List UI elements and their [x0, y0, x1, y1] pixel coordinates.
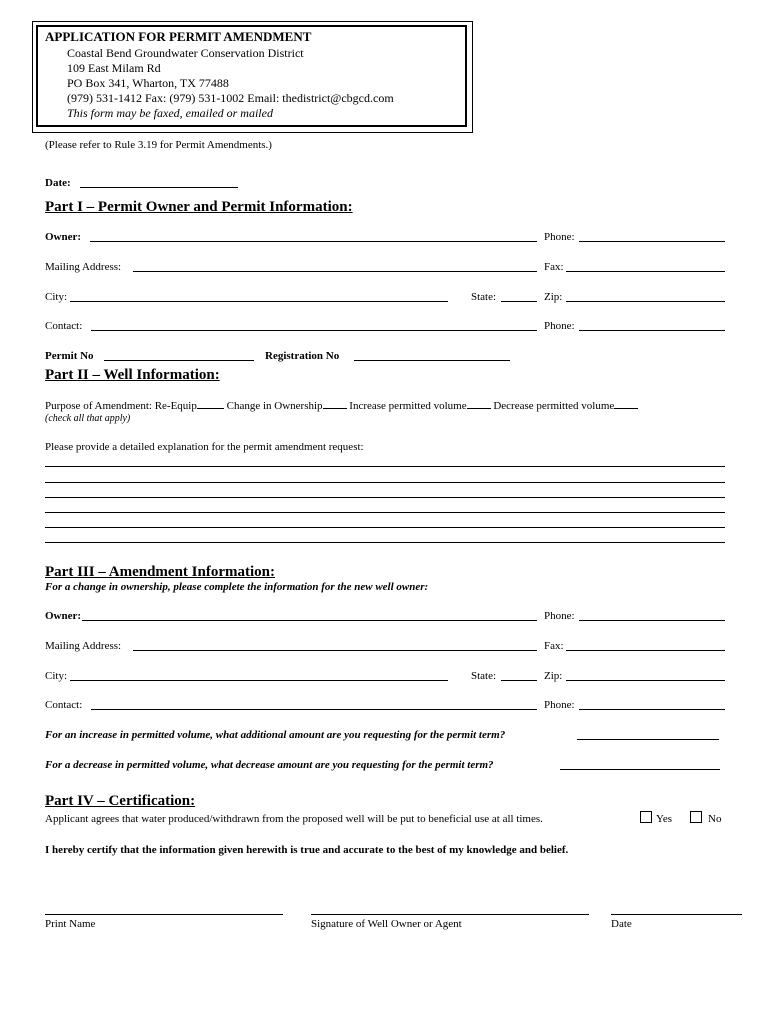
contact-phone-field[interactable]: [579, 330, 725, 331]
rule-reference: (Please refer to Rule 3.19 for Permit Amendments.): [45, 139, 272, 151]
part3-subheading: For a change in ownership, please complete the information for the new well owner:: [45, 581, 429, 593]
contact-field[interactable]: [91, 330, 537, 331]
beneficial-use-statement: Applicant agrees that water produced/withdrawn from the proposed well will be put to beneficial use at all times.: [45, 813, 543, 825]
explanation-line-2[interactable]: [45, 482, 725, 483]
new-contact-phone-field[interactable]: [579, 709, 725, 710]
new-fax-label: Fax:: [544, 640, 564, 652]
date-field[interactable]: [80, 187, 238, 188]
part1-heading: Part I – Permit Owner and Permit Information:: [45, 199, 353, 215]
certification-statement: I hereby certify that the information given herewith is true and accurate to the best of my knowledge and belief.: [45, 844, 569, 856]
explanation-line-6[interactable]: [45, 542, 725, 543]
new-owner-label: Owner:: [45, 610, 82, 622]
form-title: APPLICATION FOR PERMIT AMENDMENT: [45, 29, 312, 44]
increase-amount-field[interactable]: [577, 739, 719, 740]
purpose-row: [45, 398, 638, 413]
part3-heading: Part III – Amendment Information:: [45, 564, 275, 580]
submission-note: This form may be faxed, emailed or mailed: [67, 106, 273, 120]
check-all-note: (check all that apply): [45, 413, 131, 424]
city-field[interactable]: [70, 301, 448, 302]
re-equip-field[interactable]: [197, 398, 224, 409]
no-label: No: [708, 813, 722, 825]
new-fax-field[interactable]: [566, 650, 725, 651]
new-phone-label: Phone:: [544, 610, 575, 622]
registration-no-label: Registration No: [265, 350, 340, 362]
explanation-line-1[interactable]: [45, 466, 725, 467]
permit-no-label: Permit No: [45, 350, 94, 362]
org-address-1: 109 East Milam Rd: [67, 61, 161, 75]
new-zip-label: Zip:: [544, 670, 563, 682]
phone-field[interactable]: [579, 241, 725, 242]
signature-label: Signature of Well Owner or Agent: [311, 918, 462, 930]
option-decrease-volume: Decrease permitted volume: [493, 400, 615, 412]
part4-heading: Part IV – Certification:: [45, 793, 196, 809]
registration-no-field[interactable]: [354, 360, 510, 361]
change-ownership-field[interactable]: [323, 398, 347, 409]
print-name-field[interactable]: [45, 914, 283, 915]
new-city-field[interactable]: [70, 680, 448, 681]
contact-phone-label: Phone:: [544, 320, 575, 332]
purpose-label: Purpose of Amendment:: [45, 400, 152, 412]
zip-label: Zip:: [544, 291, 563, 303]
explanation-line-3[interactable]: [45, 497, 725, 498]
option-re-equip: Re-Equip: [154, 400, 197, 412]
decrease-question: For a decrease in permitted volume, what decrease amount are you requesting for the permit term?: [45, 759, 494, 771]
owner-label: Owner:: [45, 231, 82, 243]
part2-heading: Part II – Well Information:: [45, 367, 220, 383]
decrease-volume-field[interactable]: [614, 398, 638, 409]
org-address-2: PO Box 341, Wharton, TX 77488: [67, 76, 229, 90]
explanation-line-4[interactable]: [45, 512, 725, 513]
contact-label: Contact:: [45, 320, 83, 332]
new-contact-field[interactable]: [91, 709, 537, 710]
date-label: Date:: [45, 177, 71, 189]
org-contact: (979) 531-1412 Fax: (979) 531-1002 Email: thedistrict@cbgcd.com: [67, 91, 394, 105]
increase-volume-field[interactable]: [467, 398, 491, 409]
signature-date-field[interactable]: [611, 914, 742, 915]
new-phone-field[interactable]: [579, 620, 725, 621]
signature-field[interactable]: [311, 914, 589, 915]
owner-field[interactable]: [90, 241, 537, 242]
new-mailing-field[interactable]: [133, 650, 537, 651]
new-contact-phone-label: Phone:: [544, 699, 575, 711]
fax-label: Fax:: [544, 261, 564, 273]
zip-field[interactable]: [566, 301, 725, 302]
signature-date-label: Date: [611, 918, 632, 930]
yes-checkbox[interactable]: [640, 811, 652, 823]
state-field[interactable]: [501, 301, 537, 302]
phone-label: Phone:: [544, 231, 575, 243]
print-name-label: Print Name: [45, 918, 96, 930]
increase-question: For an increase in permitted volume, what additional amount are you requesting for the permit term?: [45, 729, 506, 741]
new-mailing-label: Mailing Address:: [45, 640, 122, 652]
mailing-address-field[interactable]: [133, 271, 537, 272]
new-contact-label: Contact:: [45, 699, 83, 711]
explanation-prompt: Please provide a detailed explanation for the permit amendment request:: [45, 441, 364, 453]
decrease-amount-field[interactable]: [560, 769, 720, 770]
no-checkbox[interactable]: [690, 811, 702, 823]
explanation-line-5[interactable]: [45, 527, 725, 528]
option-increase-volume: Increase permitted volume: [349, 400, 467, 412]
new-state-field[interactable]: [501, 680, 537, 681]
new-state-label: State:: [471, 670, 497, 682]
new-city-label: City:: [45, 670, 68, 682]
option-change-ownership: Change in Ownership: [226, 400, 323, 412]
mailing-address-label: Mailing Address:: [45, 261, 122, 273]
new-zip-field[interactable]: [566, 680, 725, 681]
permit-no-field[interactable]: [104, 360, 254, 361]
new-owner-field[interactable]: [82, 620, 537, 621]
fax-field[interactable]: [566, 271, 725, 272]
city-label: City:: [45, 291, 68, 303]
state-label: State:: [471, 291, 497, 303]
yes-label: Yes: [656, 813, 673, 825]
org-name: Coastal Bend Groundwater Conservation District: [67, 46, 304, 60]
